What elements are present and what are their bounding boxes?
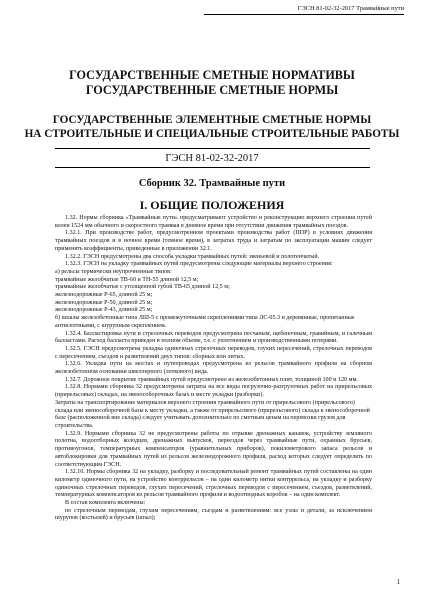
main-title: [0, 68, 424, 97]
list-item: железнодорожные Р-65, длиной 25 м;: [55, 292, 153, 299]
paragraph: по стрелочным переводам, глухим пересечениям, съездам и разветвлениям: все узлы и детали, за исключением шурупов (костылей) и брусьев (шпал);: [55, 507, 372, 522]
list-item: железнодорожные Р-50, длиной 25 м;: [55, 299, 153, 306]
paragraph: 1.32.7. Дорожное покрытие трамвайных путей предусмотрено из железобетонных плит, толщиной 100 и 120 мм.: [65, 376, 358, 383]
paragraph: 1.32.10. Нормы сборника 32 на укладку, разборку и последовательный ремонт трамвайных путей составлены на один километр одиночного пути, на устройство контррельсов – на один километр нитки контррельса, на укладку и разборку одиночных стрелочных переводов, глухих пересечений, стрелочных переводов с пересечением, съездов, разветвлений, температурных компенсаторов из рельсов трамвайного профиля и водоотводных коробок – на один комплект.: [55, 469, 372, 499]
title-line-4: НА СТРОИТЕЛЬНЫЕ И СПЕЦИАЛЬНЫЕ СТРОИТЕЛЬНЫЕ РАБОТЫ: [24, 128, 400, 140]
paragraph: 1.32.4. Балластировка пути и стрелочных переводов предусмотрена песчаным, щебеночным, гравийным, и галечным балластами. Расход балласта приведен в полном объеме, т.е. с уплотнением и производственными потерями.: [55, 330, 372, 345]
divider-bottom: [55, 167, 370, 168]
list-item: б) шпалы железобетонные типа ЛШ-5 с промежуточными скреплениями типа ЛС-05.3 и деревянные, пропитанные антисептиками, с шурупным скреплением.: [55, 315, 355, 329]
paragraph: 1.32.6. Укладка пути на мостах и путепроводах предусмотрена из рельсов трамвайного профиля на сборном железобетонном основании швеллерного (лоткового) вида.: [55, 361, 372, 376]
title-line-2: ГОСУДАРСТВЕННЫЕ СМЕТНЫЕ НОРМЫ: [85, 82, 339, 97]
page-number: 1: [396, 578, 400, 586]
section-heading: I. ОБЩИЕ ПОЛОЖЕНИЯ: [139, 198, 285, 212]
collection-title: Сборник 32. Трамвайные пути: [138, 178, 286, 189]
paragraph: 1.32.2. ГЭСН предусмотрены два способа укладки трамвайных путей: звеньевой и полотенчатый.: [65, 253, 320, 260]
list-item: трамвайные желобчатые с утолщенной губой ТВ-65 длиной 12,5 м;: [55, 284, 230, 291]
paragraph: 1.32.5. ГЭСН предусмотрена укладка одиночных стрелочных переводов, глухих пересечений, стрелочных переводов с пересечением, съездов и разветвлений двух типов: сборных или литых.: [55, 345, 372, 360]
divider-top: [55, 148, 370, 149]
body-text: [55, 215, 372, 523]
title-line-3: ГОСУДАРСТВЕННЫЕ ЭЛЕМЕНТНЫЕ СМЕТНЫЕ НОРМЫ: [52, 114, 372, 126]
paragraph: 1.32.8. Нормами сборника 32 предусмотрены затраты на все виды погрузочно-разгрузочных работ на прирельсовых (прирельсовых) складах, на звенособорочных базах и месте укладки (разборки).: [55, 384, 372, 399]
list-item: железнодорожные Р-43, длиной 25 м;: [55, 307, 153, 314]
subtitle: [0, 113, 424, 141]
paragraph: 1.32. Нормы сборника «Трамвайные пути» предусматривают устройство и реконструкцию верхнего строения путей колеи 1524 мм обычного и скоростного трамвая в дневное время при отсутствии движения трамвайных поездов.: [55, 215, 372, 229]
list-item: трамвайные желобчатые ТВ-60 и ТН-55 длиной 12,5 м;: [55, 276, 199, 283]
paragraph: В состав комплекта включены:: [65, 500, 146, 507]
paragraph: Затраты на транспортирование материалов верхнего строения трамвайного пути от прирельсового (прирельсового) склада или звенособорочной базы к месту укладки, а также от прирельсового (прирельсового) склада к звенособорочной базе (расположенной вне склада) следует учитывать дополнительно по сметным ценам на перевозки грузов для строительства.: [55, 399, 370, 429]
document-code: ГЭСН 81-02-32-2017: [165, 153, 259, 164]
paragraph: 1.32.9. Нормами сборника 32 не предусмотрены работы по отрывке дренажных канавок, устройству земляного полотна, водоотборных колодцев, дренажных выпусков, переездов через трамвайные пути, охранных брусьев, противоугонов, температурных компенсаторов (уравнительных приборов), покилометрового запаса рельсов и автоблокировки для трамвайных путей из рельсов железнодорожного профиля, расход которых следует определять по соответствующим ГЭСН.: [55, 430, 372, 468]
list-item: а) рельсы термически неупрочненные типов:: [55, 268, 172, 275]
paragraph: 1.32.3. ГЭСН на укладку трамвайных путей предусмотрены следующие материалы верхнего строения:: [65, 261, 333, 268]
running-header: ГЭСН 81-02-32-2017 Трамвайные пути: [204, 5, 404, 15]
paragraph: 1.32.1. При производстве работ, предусмотренном проектами производства работ (ППР) в условиях движения трамвайных поездов и в ночное время (темное время), в затратах труда и затратам по эксплуатации машин следует применять коэффициенты, приведенные в приложении 32.1.: [55, 230, 372, 252]
title-line-1: ГОСУДАРСТВЕННЫЕ СМЕТНЫЕ НОРМАТИВЫ: [69, 68, 355, 82]
